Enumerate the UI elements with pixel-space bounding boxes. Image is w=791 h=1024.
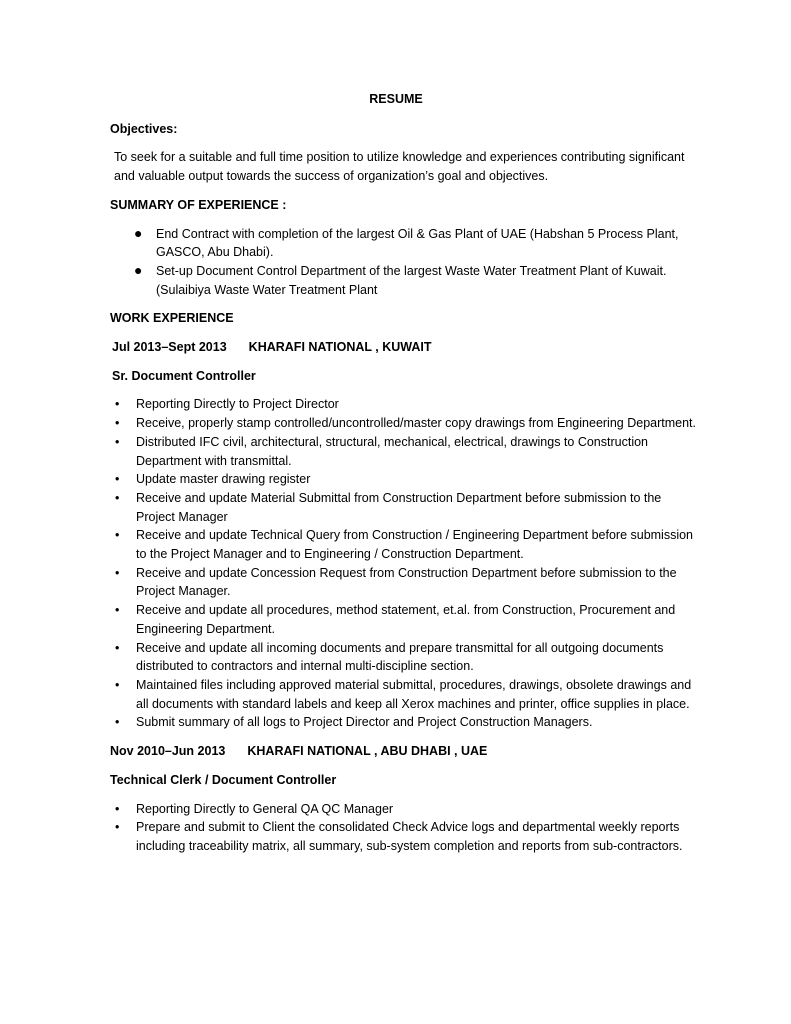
bullet-icon: ● <box>134 261 143 278</box>
list-item <box>110 470 700 489</box>
list-item <box>110 564 700 601</box>
bullet-icon: ● <box>134 224 143 241</box>
bullet-icon: • <box>115 640 120 655</box>
list-item <box>110 526 700 563</box>
list-item <box>110 262 700 299</box>
list-item <box>110 800 700 819</box>
bullet-icon: • <box>115 715 120 730</box>
list-item <box>110 489 700 526</box>
summary-item-text: Set-up Document Control Department of the largest Waste Water Treatment Plant of Kuwait. (Sulaibiya Waste Water Treatment Plant <box>156 263 667 297</box>
list-item <box>110 414 700 433</box>
bullet-icon: • <box>115 434 120 449</box>
duty-text: Receive and update all incoming documents and prepare transmittal for all outgoing documents distributed to contractors and internal multi-discipline section. <box>136 640 664 674</box>
summary-heading: SUMMARY OF EXPERIENCE : <box>110 197 287 212</box>
page-title: RESUME <box>369 92 423 106</box>
objectives-heading: Objectives: <box>110 121 178 136</box>
job-2-header <box>110 742 700 761</box>
list-item <box>110 395 700 414</box>
objectives-text: To seek for a suitable and full time position to utilize knowledge and experiences contributing significant and valuable output towards the success of organization’s goal and objectives. <box>114 150 685 184</box>
job-2-period: Nov 2010–Jun 2013 <box>110 744 226 759</box>
work-experience-heading: WORK EXPERIENCE <box>110 311 234 326</box>
duty-text: Reporting Directly to Project Director <box>136 397 339 412</box>
bullet-icon: • <box>115 490 120 505</box>
list-item <box>110 818 700 855</box>
duty-text: Prepare and submit to Client the consolidated Check Advice logs and departmental weekly reports including traceability matrix, all summary, sub-system completion and reports from sub-contractors. <box>136 820 683 853</box>
duty-text: Update master drawing register <box>136 472 311 487</box>
list-item <box>110 676 700 713</box>
bullet-icon: • <box>115 677 120 692</box>
job-2-role: Technical Clerk / Document Controller <box>110 772 337 787</box>
bullet-icon: • <box>115 416 120 431</box>
bullet-icon: • <box>115 472 120 487</box>
duty-text: Distributed IFC civil, architectural, structural, mechanical, electrical, drawings to Construction Department with transmittal. <box>136 434 648 468</box>
bullet-icon: • <box>115 528 120 543</box>
job-2-company: KHARAFI NATIONAL , ABU DHABI , UAE <box>247 744 488 759</box>
duty-text: Reporting Directly to General QA QC Manager <box>136 801 394 816</box>
job-1-header <box>110 338 700 357</box>
bullet-icon: • <box>115 565 120 580</box>
duty-text: Receive and update Technical Query from Construction / Engineering Department before submission to the Project Manager and to Engineering / Construction Department. <box>136 528 694 562</box>
list-item <box>110 713 700 732</box>
summary-item-text: End Contract with completion of the largest Oil & Gas Plant of UAE (Habshan 5 Process Plant, GASCO, Abu Dhabi). <box>156 226 679 260</box>
bullet-icon: • <box>115 801 120 816</box>
job-1-role: Sr. Document Controller <box>112 368 256 383</box>
duty-text: Receive, properly stamp controlled/uncontrolled/master copy drawings from Engineering Department. <box>136 416 696 431</box>
job-1-period: Jul 2013–Sept 2013 <box>112 340 227 355</box>
duty-text: Receive and update Concession Request from Construction Department before submission to the Project Manager. <box>136 565 677 599</box>
job-1-company: KHARAFI NATIONAL , KUWAIT <box>248 340 432 355</box>
bullet-icon: • <box>115 397 120 412</box>
duty-text: Receive and update all procedures, method statement, et.al. from Construction, Procurement and Engineering Department. <box>136 603 676 636</box>
duty-text: Maintained files including approved material submittal, procedures, drawings, obsolete drawings and all documents with standard labels and keep all Xerox machines and printer, office supplies in place. <box>136 677 692 711</box>
duty-text: Receive and update Material Submittal from Construction Department before submission to the Project Manager <box>136 490 662 524</box>
duty-text: Submit summary of all logs to Project Director and Project Construction Managers. <box>136 715 593 730</box>
resume-page <box>110 90 700 866</box>
list-item <box>110 433 700 470</box>
bullet-icon: • <box>115 603 120 618</box>
summary-list <box>110 225 700 300</box>
list-item <box>110 225 700 262</box>
list-item <box>110 639 700 676</box>
list-item <box>110 601 700 638</box>
job-1-duties <box>110 395 700 732</box>
bullet-icon: • <box>115 820 120 835</box>
job-2-duties <box>110 800 700 856</box>
